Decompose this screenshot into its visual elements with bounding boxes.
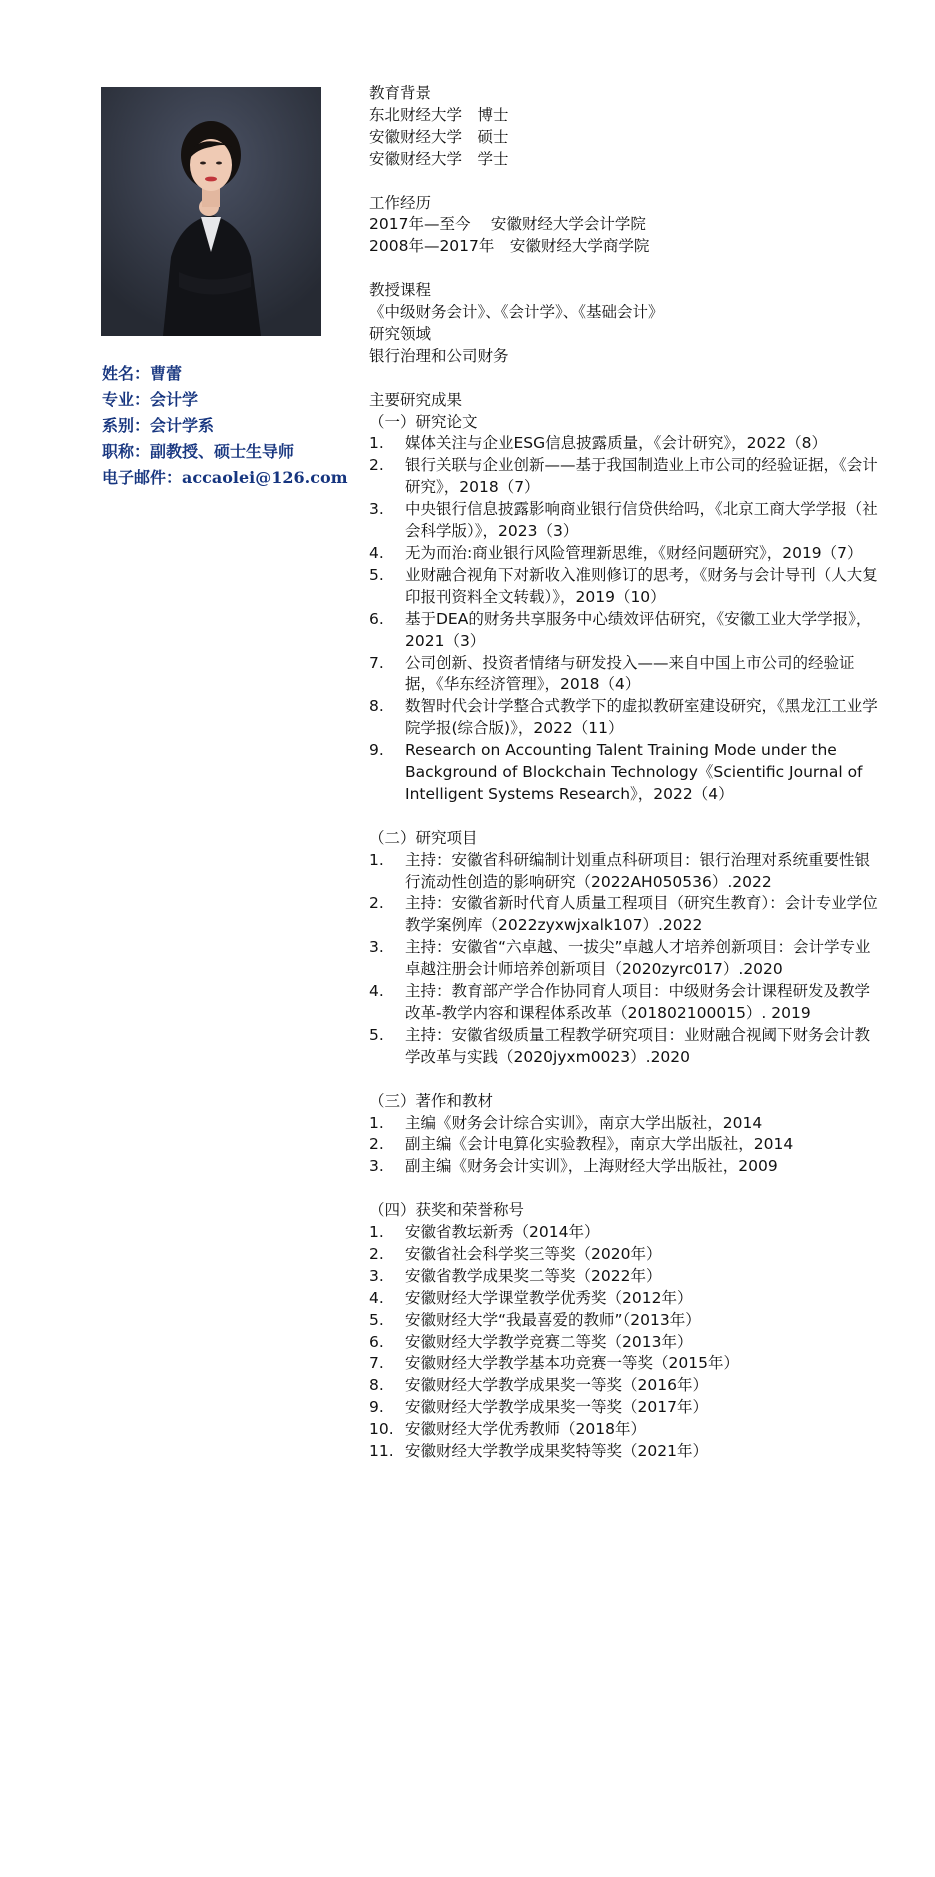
project-item: 5. 主持：安徽省级质量工程教学研究项目：业财融合视阈下财务会计教学改革与实践（2020jyxm0023）.2020 (369, 1025, 871, 1066)
name-value: 曹蕾 (150, 364, 183, 383)
award-item: 9. 安徽财经大学教学成果奖一等奖（2017年） (369, 1398, 708, 1417)
award-item: 10. 安徽财经大学优秀教师（2018年） (369, 1420, 646, 1439)
major-value: 会计学 (150, 390, 199, 409)
paper-item: 7. 公司创新、投资者情绪与研发投入——来自中国上市公司的经验证据，《华东经济管理》，2018（4） (369, 653, 855, 694)
cv-content (369, 83, 884, 1463)
profile-photo (101, 87, 321, 336)
papers-list (369, 433, 884, 805)
awards-list (369, 1222, 884, 1463)
work-item: 2008年—2017年 安徽财经大学商学院 (369, 237, 650, 256)
award-item: 1. 安徽省教坛新秀（2014年） (369, 1223, 600, 1242)
research-area-heading: 研究领域 (369, 324, 432, 343)
paper-item: 1. 媒体关注与企业ESG信息披露质量，《会计研究》，2022（8） (369, 434, 827, 453)
paper-item: 8. 数智时代会计学整合式教学下的虚拟教研室建设研究，《黑龙江工业学院学报(综合版)》，2022（11） (369, 697, 878, 738)
dept-value: 会计学系 (150, 416, 215, 435)
title-label: 职称： (102, 442, 151, 461)
work-item: 2017年—至今 安徽财经大学会计学院 (369, 215, 646, 234)
award-item: 8. 安徽财经大学教学成果奖一等奖（2016年） (369, 1376, 708, 1395)
education-item: 安徽财经大学 学士 (369, 149, 509, 168)
email-value: accaolei@126.com (182, 468, 348, 487)
paper-item: 9. Research on Accounting Talent Training Mode under the Background of Blockchain Technology《Scientific Journal of Intelligent Systems Research》，2022（4） (369, 741, 863, 803)
project-item: 2. 主持：安徽省新时代育人质量工程项目（研究生教育）：会计专业学位教学案例库（2022zyxwjxalk107）.2022 (369, 894, 878, 935)
award-item: 6. 安徽财经大学教学竞赛二等奖（2013年） (369, 1332, 693, 1351)
work-heading: 工作经历 (369, 193, 432, 212)
profile-email-row (102, 465, 348, 491)
projects-heading: （二）研究项目 (369, 828, 478, 847)
courses-heading: 教授课程 (369, 281, 432, 300)
profile-info (102, 361, 348, 491)
project-item: 4. 主持：教育部产学合作协同育人项目：中级财务会计课程研发及教学改革-教学内容和课程体系改革（201802100015）. 2019 (369, 982, 871, 1022)
awards-heading: （四）获奖和荣誉称号 (369, 1201, 525, 1220)
education-heading: 教育背景 (369, 84, 432, 102)
dept-label: 系别： (102, 416, 151, 435)
profile-dept-row (102, 413, 342, 439)
profile-major-row (102, 387, 342, 413)
profile-name-row (102, 361, 342, 387)
papers-heading: （一）研究论文 (369, 412, 478, 431)
name-label: 姓名： (102, 364, 151, 383)
award-item: 11. 安徽财经大学教学成果奖特等奖（2021年） (369, 1442, 708, 1461)
award-item: 4. 安徽财经大学课堂教学优秀奖（2012年） (369, 1288, 693, 1307)
major-label: 专业： (102, 390, 151, 409)
paper-item: 2. 银行关联与企业创新——基于我国制造业上市公司的经验证据，《会计研究》，2018（7） (369, 456, 878, 497)
project-item: 1. 主持：安徽省科研编制计划重点科研项目：银行治理对系统重要性银行流动性创造的影响研究（2022AH050536）.2022 (369, 850, 871, 891)
projects-list (369, 850, 884, 1069)
email-label: 电子邮件： (102, 468, 183, 487)
project-item: 3. 主持：安徽省“六卓越、一拔尖”卓越人才培养创新项目：会计学专业卓越注册会计师培养创新项目（2020zyrc017）.2020 (369, 938, 871, 979)
books-list (369, 1113, 884, 1179)
books-heading: （三）著作和教材 (369, 1091, 494, 1110)
award-item: 2. 安徽省社会科学奖三等奖（2020年） (369, 1244, 662, 1263)
book-item: 2. 副主编《会计电算化实验教程》，南京大学出版社，2014 (369, 1135, 794, 1154)
book-item: 1. 主编《财务会计综合实训》，南京大学出版社，2014 (369, 1113, 763, 1132)
paper-item: 3. 中央银行信息披露影响商业银行信贷供给吗，《北京工商大学学报（社会科学版）》，2023（3） (369, 500, 878, 541)
paper-item: 4. 无为而治:商业银行风险管理新思维，《财经问题研究》，2019（7） (369, 543, 863, 562)
award-item: 3. 安徽省教学成果奖二等奖（2022年） (369, 1266, 662, 1285)
book-item: 3. 副主编《财务会计实训》，上海财经大学出版社，2009 (369, 1157, 778, 1176)
award-item: 7. 安徽财经大学教学基本功竞赛一等奖（2015年） (369, 1354, 739, 1373)
education-item: 安徽财经大学 硕士 (369, 127, 509, 146)
achievements-heading: 主要研究成果 (369, 390, 463, 409)
paper-item: 5. 业财融合视角下对新收入准则修订的思考，《财务与会计导刊（人大复印报刊资料全文转载）》，2019（10） (369, 565, 878, 606)
education-item: 东北财经大学 博士 (369, 105, 509, 124)
courses-text: 《中级财务会计》、《会计学》、《基础会计》 (369, 303, 664, 322)
paper-item: 6. 基于DEA的财务共享服务中心绩效评估研究，《安徽工业大学学报》，2021（3） (369, 609, 872, 650)
research-area-text: 银行治理和公司财务 (369, 346, 509, 365)
award-item: 5. 安徽财经大学“我最喜爱的教师”（2013年） (369, 1310, 701, 1329)
title-value: 副教授、硕士生导师 (150, 442, 295, 461)
profile-title-row (102, 439, 342, 465)
